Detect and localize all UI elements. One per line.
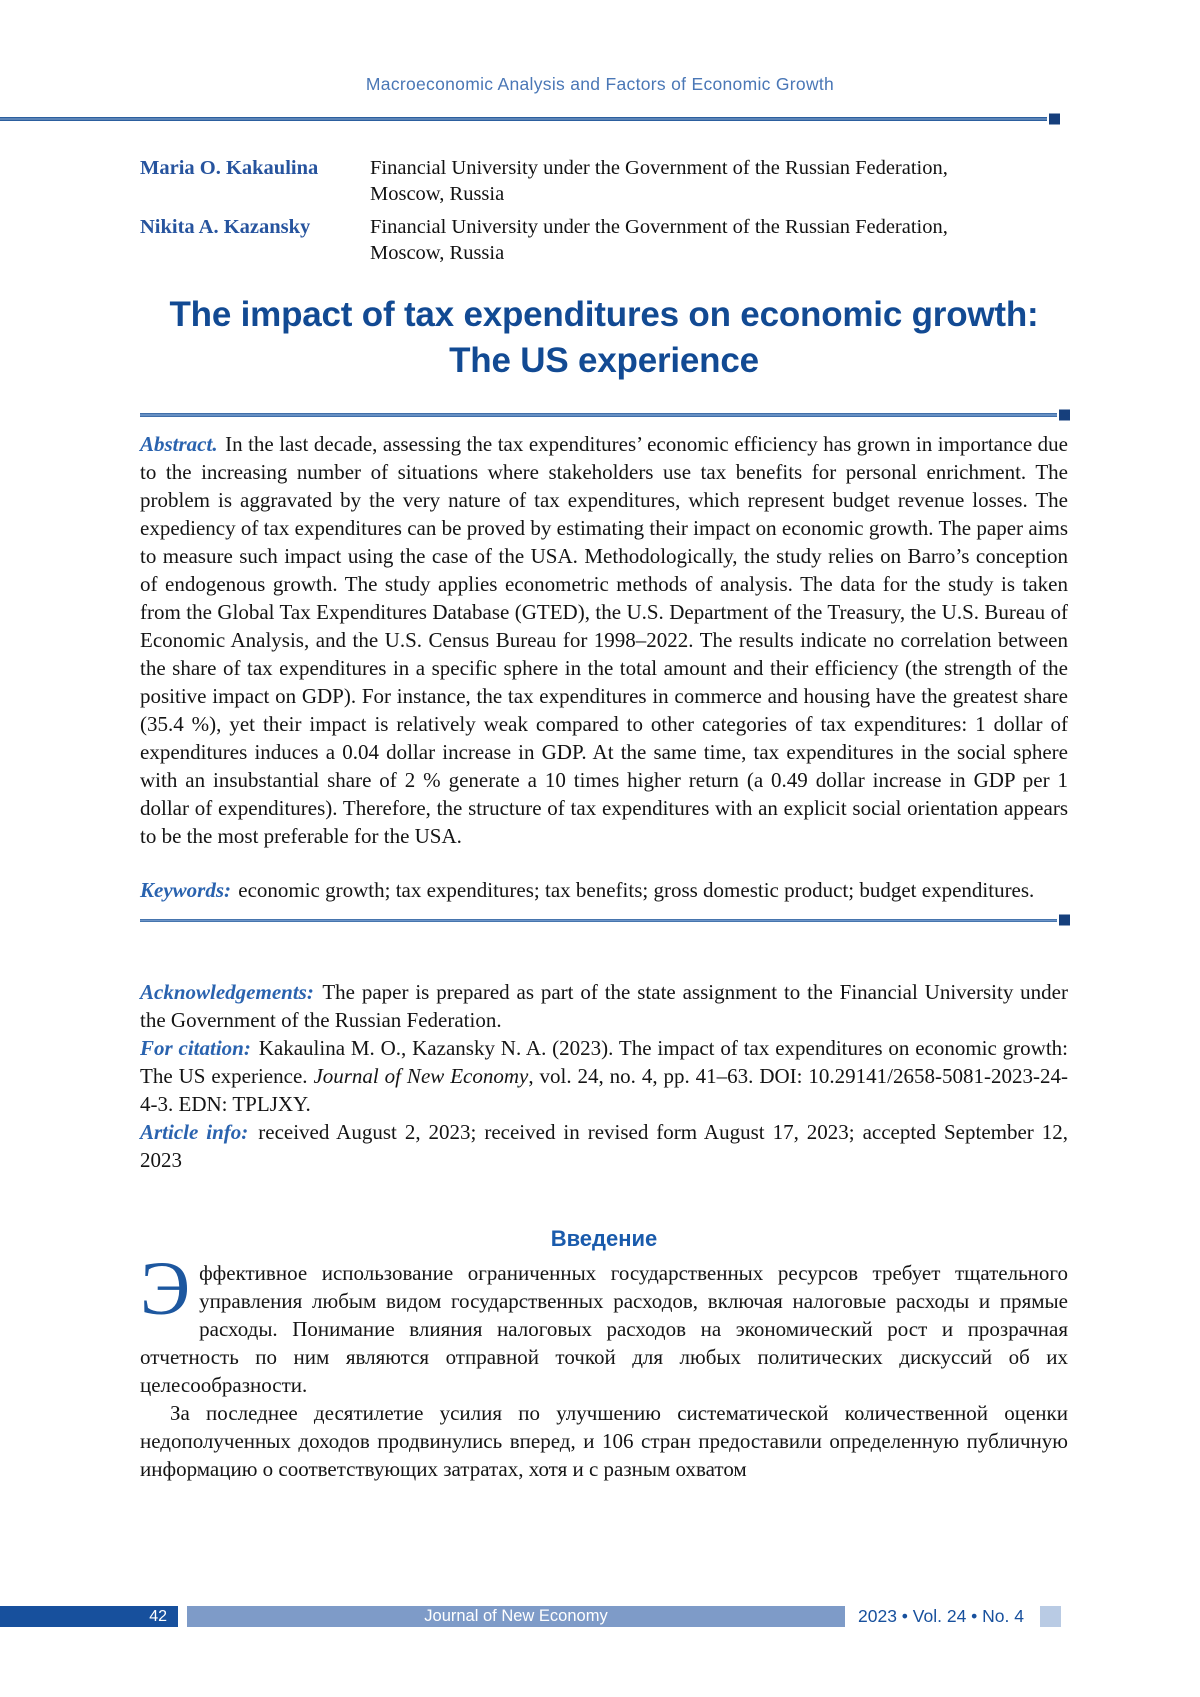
running-head: Macroeconomic Analysis and Factors of Economic Growth bbox=[365, 74, 835, 94]
keywords-rule-cap-icon bbox=[1059, 915, 1070, 926]
abstract-label: Abstract. bbox=[140, 431, 218, 456]
introduction-text-1: ффективное использование ограниченных государственных ресурсов требует тщательного управления любым видом государственных расходов, включая налоговые расходы и прямые расходы. Понимание влияния налоговых расходов на экономический рост и прозрачная отчетность по ним являются отправной точкой для любых политических дискуссий об их целесообразности. bbox=[140, 1261, 1068, 1397]
abstract-paragraph bbox=[140, 430, 1068, 850]
citation-paragraph bbox=[140, 1034, 1068, 1118]
article-title-line: The US experience bbox=[449, 341, 759, 380]
footer-journal-bar: Journal of New Economy bbox=[187, 1606, 845, 1627]
introduction-paragraph-1 bbox=[140, 1247, 1068, 1399]
article-title-line: The impact of tax expenditures on economic growth: bbox=[169, 295, 1039, 334]
acknowledgements-text: The paper is prepared as part of the state assignment to the Financial University under the Government of the Russian Federation. bbox=[140, 980, 1068, 1032]
abstract-text: In the last decade, assessing the tax expenditures’ economic efficiency has grown in importance due to the increasing number of situations where stakeholders use tax benefits for personal enrichment. The problem is aggravated by the very nature of tax expenditures, which represent budget revenue losses. The expediency of tax expenditures can be proved by estimating their impact on economic growth. The paper aims to measure such impact using the case of the USA. Methodologically, the study relies on Barro’s conception of endogenous growth. The study applies econometric methods of analysis. The data for the study is taken from the Global Tax Expenditures Database (GTED), the U.S. Department of the Treasury, the U.S. Bureau of Economic Analysis, and the U.S. Census Bureau for 1998–2022. The results indicate no correlation between the share of tax expenditures in a specific sphere in the total amount and their efficiency (the strength of the positive impact on GDP). For instance, the tax expenditures in commerce and housing have the greatest share (35.4 %), yet their impact is relatively weak compared to other categories of tax expenditures: 1 dollar of expenditures induces a 0.04 dollar increase in GDP. At the same time, tax expenditures in the social sphere with an insubstantial share of 2 % generate a 10 times higher return (a 0.49 dollar increase in GDP per 1 dollar of expenditures). Therefore, the structure of tax expenditures with an explicit social orientation appears to be the most preferable for the USA. bbox=[140, 431, 1068, 848]
content-column bbox=[140, 155, 1068, 1483]
author-name: Nikita A. Kazansky bbox=[140, 216, 311, 238]
author-name: Maria O. Kakaulina bbox=[140, 157, 319, 179]
affiliation-line: Financial University under the Government of the Russian Federation, bbox=[370, 216, 948, 238]
citation-label: For citation: bbox=[140, 1036, 251, 1060]
citation-journal-name: Journal of New Economy bbox=[313, 1064, 529, 1088]
meta-block bbox=[140, 978, 1068, 1174]
acknowledgements-paragraph bbox=[140, 978, 1068, 1034]
footer-corner-square-icon bbox=[1040, 1606, 1061, 1627]
article-info-label: Article info: bbox=[140, 1120, 249, 1144]
section-heading-introduction: Введение bbox=[550, 1226, 658, 1251]
citation-text-after: , vol. 24, no. 4, pp. 41–63. DOI: 10.29141/2658-5081-2023-24-4-3. EDN: TPLJXY. bbox=[140, 1064, 1068, 1116]
affiliation-line: Financial University under the Government of the Russian Federation, bbox=[370, 157, 948, 179]
footer-page-number: 42 bbox=[0, 1606, 178, 1627]
keywords-label: Keywords: bbox=[140, 877, 231, 902]
header-rule bbox=[0, 117, 1047, 121]
introduction-paragraph-2: За последнее десятилетие усилия по улучшению систематической количественной оценки недополученных доходов продвинулись вперед, и 106 стран предоставили определенную публичную информацию о соответствующих затратах, хотя и с разным охватом bbox=[140, 1401, 1068, 1481]
affiliation-line: Moscow, Russia bbox=[370, 242, 505, 264]
header-rule-cap-icon bbox=[1049, 114, 1060, 125]
citation-text-before: Kakaulina M. O., Kazansky N. A. (2023). The impact of tax expenditures on economic growth: The US experience. bbox=[140, 1036, 1068, 1088]
article-info-text: received August 2, 2023; received in revised form August 17, 2023; accepted September 12, 2023 bbox=[140, 1120, 1068, 1172]
dropcap-letter: Э bbox=[140, 1247, 191, 1331]
keywords-text: economic growth; tax expenditures; tax benefits; gross domestic product; budget expenditures. bbox=[238, 877, 1035, 902]
author-affiliation bbox=[370, 155, 1068, 207]
article-info-paragraph bbox=[140, 1118, 1068, 1174]
author-block bbox=[140, 155, 1068, 266]
affiliation-line: Moscow, Russia bbox=[370, 183, 505, 205]
acknowledgements-label: Acknowledgements: bbox=[140, 980, 314, 1004]
author-affiliation bbox=[370, 214, 1068, 266]
title-rule bbox=[140, 413, 1057, 417]
keywords-rule bbox=[140, 919, 1057, 923]
footer-issue-info: 2023 • Vol. 24 • No. 4 bbox=[858, 1606, 1024, 1626]
title-rule-cap-icon bbox=[1059, 409, 1070, 420]
keywords-paragraph bbox=[140, 876, 1068, 904]
article-title bbox=[140, 292, 1068, 384]
